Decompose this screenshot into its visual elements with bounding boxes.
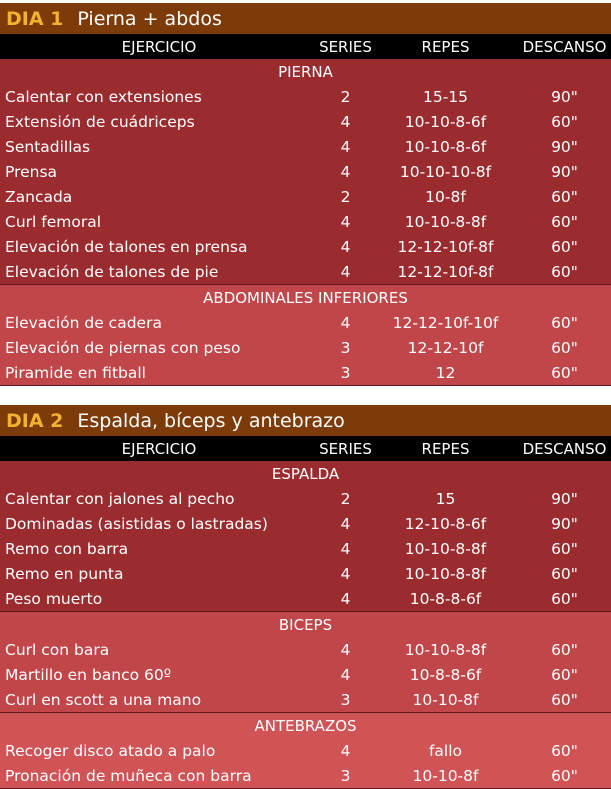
exercise-name: Elevación de cadera	[5, 313, 162, 332]
reps-value: 12-10-8-6f	[404, 514, 487, 533]
table-row	[0, 184, 611, 209]
series-value: 2	[340, 87, 351, 106]
exercise-name: Zancada	[5, 187, 73, 206]
exercise-name: Prensa	[5, 162, 58, 181]
series-value: 4	[340, 237, 351, 256]
table-row	[0, 134, 611, 159]
reps-value: 15-15	[422, 87, 469, 106]
series-value: 3	[340, 690, 351, 709]
series-value: 4	[340, 665, 351, 684]
exercise-name: Sentadillas	[5, 137, 91, 156]
rest-value: 60"	[551, 112, 578, 131]
table-row	[0, 561, 611, 586]
series-value: 4	[340, 589, 351, 608]
rest-value: 60"	[551, 741, 578, 760]
reps-value: 10-8-8-6f	[409, 665, 482, 684]
rest-value: 60"	[551, 363, 578, 382]
section-pierna	[0, 59, 611, 285]
reps-value: 10-8-8-6f	[409, 589, 482, 608]
reps-value: 12	[435, 363, 456, 382]
exercise-name: Martillo en banco 60º	[5, 665, 172, 684]
rest-value: 60"	[551, 237, 578, 256]
series-value: 3	[340, 766, 351, 785]
reps-value: 10-10-8f	[412, 690, 479, 709]
series-value: 4	[340, 741, 351, 760]
header-descanso: DESCANSO	[522, 37, 607, 56]
header-ejercicio: EJERCICIO	[121, 37, 197, 56]
table-row	[0, 662, 611, 687]
table-row	[0, 511, 611, 536]
series-value: 4	[340, 212, 351, 231]
rest-value: 60"	[551, 187, 578, 206]
rest-value: 60"	[551, 589, 578, 608]
section-label: ABDOMINALES INFERIORES	[203, 288, 408, 307]
series-value: 4	[340, 539, 351, 558]
table-row	[0, 360, 611, 385]
rest-value: 90"	[551, 162, 578, 181]
exercise-name: Elevación de piernas con peso	[5, 338, 241, 357]
reps-value: 12-12-10f-8f	[397, 262, 494, 281]
rest-value: 60"	[551, 766, 578, 785]
section-antebrazos	[0, 713, 611, 789]
exercise-name: Recoger disco atado a palo	[5, 741, 216, 760]
rest-value: 90"	[551, 489, 578, 508]
exercise-name: Calentar con extensiones	[5, 87, 202, 106]
table-row	[0, 209, 611, 234]
exercise-name: Curl con bara	[5, 640, 110, 659]
table-row	[0, 84, 611, 109]
exercise-name: Piramide en fitball	[5, 363, 146, 382]
rest-value: 60"	[551, 338, 578, 357]
reps-value: 10-10-8-8f	[404, 640, 487, 659]
series-value: 3	[340, 363, 351, 382]
section-abdominales	[0, 285, 611, 386]
table-row	[0, 486, 611, 511]
header-repes: REPES	[421, 37, 470, 56]
exercise-name: Curl en scott a una mano	[5, 690, 202, 709]
header-repes: REPES	[421, 439, 470, 458]
series-value: 4	[340, 640, 351, 659]
exercise-name: Elevación de talones en prensa	[5, 237, 248, 256]
section-label: PIERNA	[278, 62, 333, 81]
exercise-name: Remo con barra	[5, 539, 129, 558]
rest-value: 60"	[551, 690, 578, 709]
reps-value: 10-10-8-8f	[404, 564, 487, 583]
exercise-name: Peso muerto	[5, 589, 103, 608]
table-row	[0, 259, 611, 284]
reps-value: 10-10-8-8f	[404, 212, 487, 231]
day-1-table	[0, 3, 611, 386]
section-label: BICEPS	[278, 615, 333, 634]
series-value: 3	[340, 338, 351, 357]
day-1-header-row	[0, 34, 611, 59]
series-value: 4	[340, 514, 351, 533]
day-2-table	[0, 405, 611, 789]
rest-value: 60"	[551, 564, 578, 583]
reps-value: fallo	[428, 741, 463, 760]
table-row	[0, 536, 611, 561]
table-row	[0, 234, 611, 259]
rest-value: 90"	[551, 87, 578, 106]
section-label: ANTEBRAZOS	[254, 716, 357, 735]
exercise-name: Extensión de cuádriceps	[5, 112, 195, 131]
section-label: ESPALDA	[271, 464, 340, 483]
section-biceps	[0, 612, 611, 713]
rest-value: 60"	[551, 539, 578, 558]
rest-value: 90"	[551, 514, 578, 533]
table-row	[0, 687, 611, 712]
rest-value: 60"	[551, 262, 578, 281]
reps-value: 10-10-8-8f	[404, 539, 487, 558]
series-value: 4	[340, 137, 351, 156]
table-row	[0, 763, 611, 788]
series-value: 4	[340, 313, 351, 332]
reps-value: 15	[435, 489, 456, 508]
reps-value: 10-8f	[425, 187, 466, 206]
exercise-name: Calentar con jalones al pecho	[5, 489, 235, 508]
exercise-name: Elevación de talones de pie	[5, 262, 219, 281]
table-row	[0, 637, 611, 662]
exercise-name: Pronación de muñeca con barra	[5, 766, 252, 785]
series-value: 2	[340, 489, 351, 508]
series-value: 4	[340, 262, 351, 281]
reps-value: 10-10-8-6f	[404, 137, 487, 156]
reps-value: 10-10-8f	[412, 766, 479, 785]
reps-value: 12-12-10f	[407, 338, 484, 357]
table-row	[0, 109, 611, 134]
day-2-header-row	[0, 436, 611, 461]
header-series: SERIES	[319, 439, 372, 458]
rest-value: 60"	[551, 665, 578, 684]
day-1-number: DIA 1	[6, 7, 64, 30]
day-1-title	[0, 3, 611, 34]
rest-value: 60"	[551, 212, 578, 231]
reps-value: 12-12-10f-8f	[397, 237, 494, 256]
header-descanso: DESCANSO	[522, 439, 607, 458]
series-value: 2	[340, 187, 351, 206]
reps-value: 10-10-8-6f	[404, 112, 487, 131]
table-row	[0, 159, 611, 184]
table-row	[0, 335, 611, 360]
table-row	[0, 310, 611, 335]
section-espalda	[0, 461, 611, 612]
day-2-title	[0, 405, 611, 436]
exercise-name: Remo en punta	[5, 564, 124, 583]
exercise-name: Curl femoral	[5, 212, 102, 231]
table-row	[0, 586, 611, 611]
header-series: SERIES	[319, 37, 372, 56]
reps-value: 12-12-10f-10f	[392, 313, 499, 332]
series-value: 4	[340, 564, 351, 583]
table-row	[0, 738, 611, 763]
exercise-name: Dominadas (asistidas o lastradas)	[5, 514, 268, 533]
header-ejercicio: EJERCICIO	[121, 439, 197, 458]
rest-value: 60"	[551, 313, 578, 332]
rest-value: 90"	[551, 137, 578, 156]
day-2-name: Espalda, bíceps y antebrazo	[77, 409, 345, 432]
reps-value: 10-10-10-8f	[399, 162, 492, 181]
day-1-name: Pierna + abdos	[77, 7, 222, 30]
rest-value: 60"	[551, 640, 578, 659]
series-value: 4	[340, 112, 351, 131]
series-value: 4	[340, 162, 351, 181]
day-2-number: DIA 2	[6, 409, 64, 432]
